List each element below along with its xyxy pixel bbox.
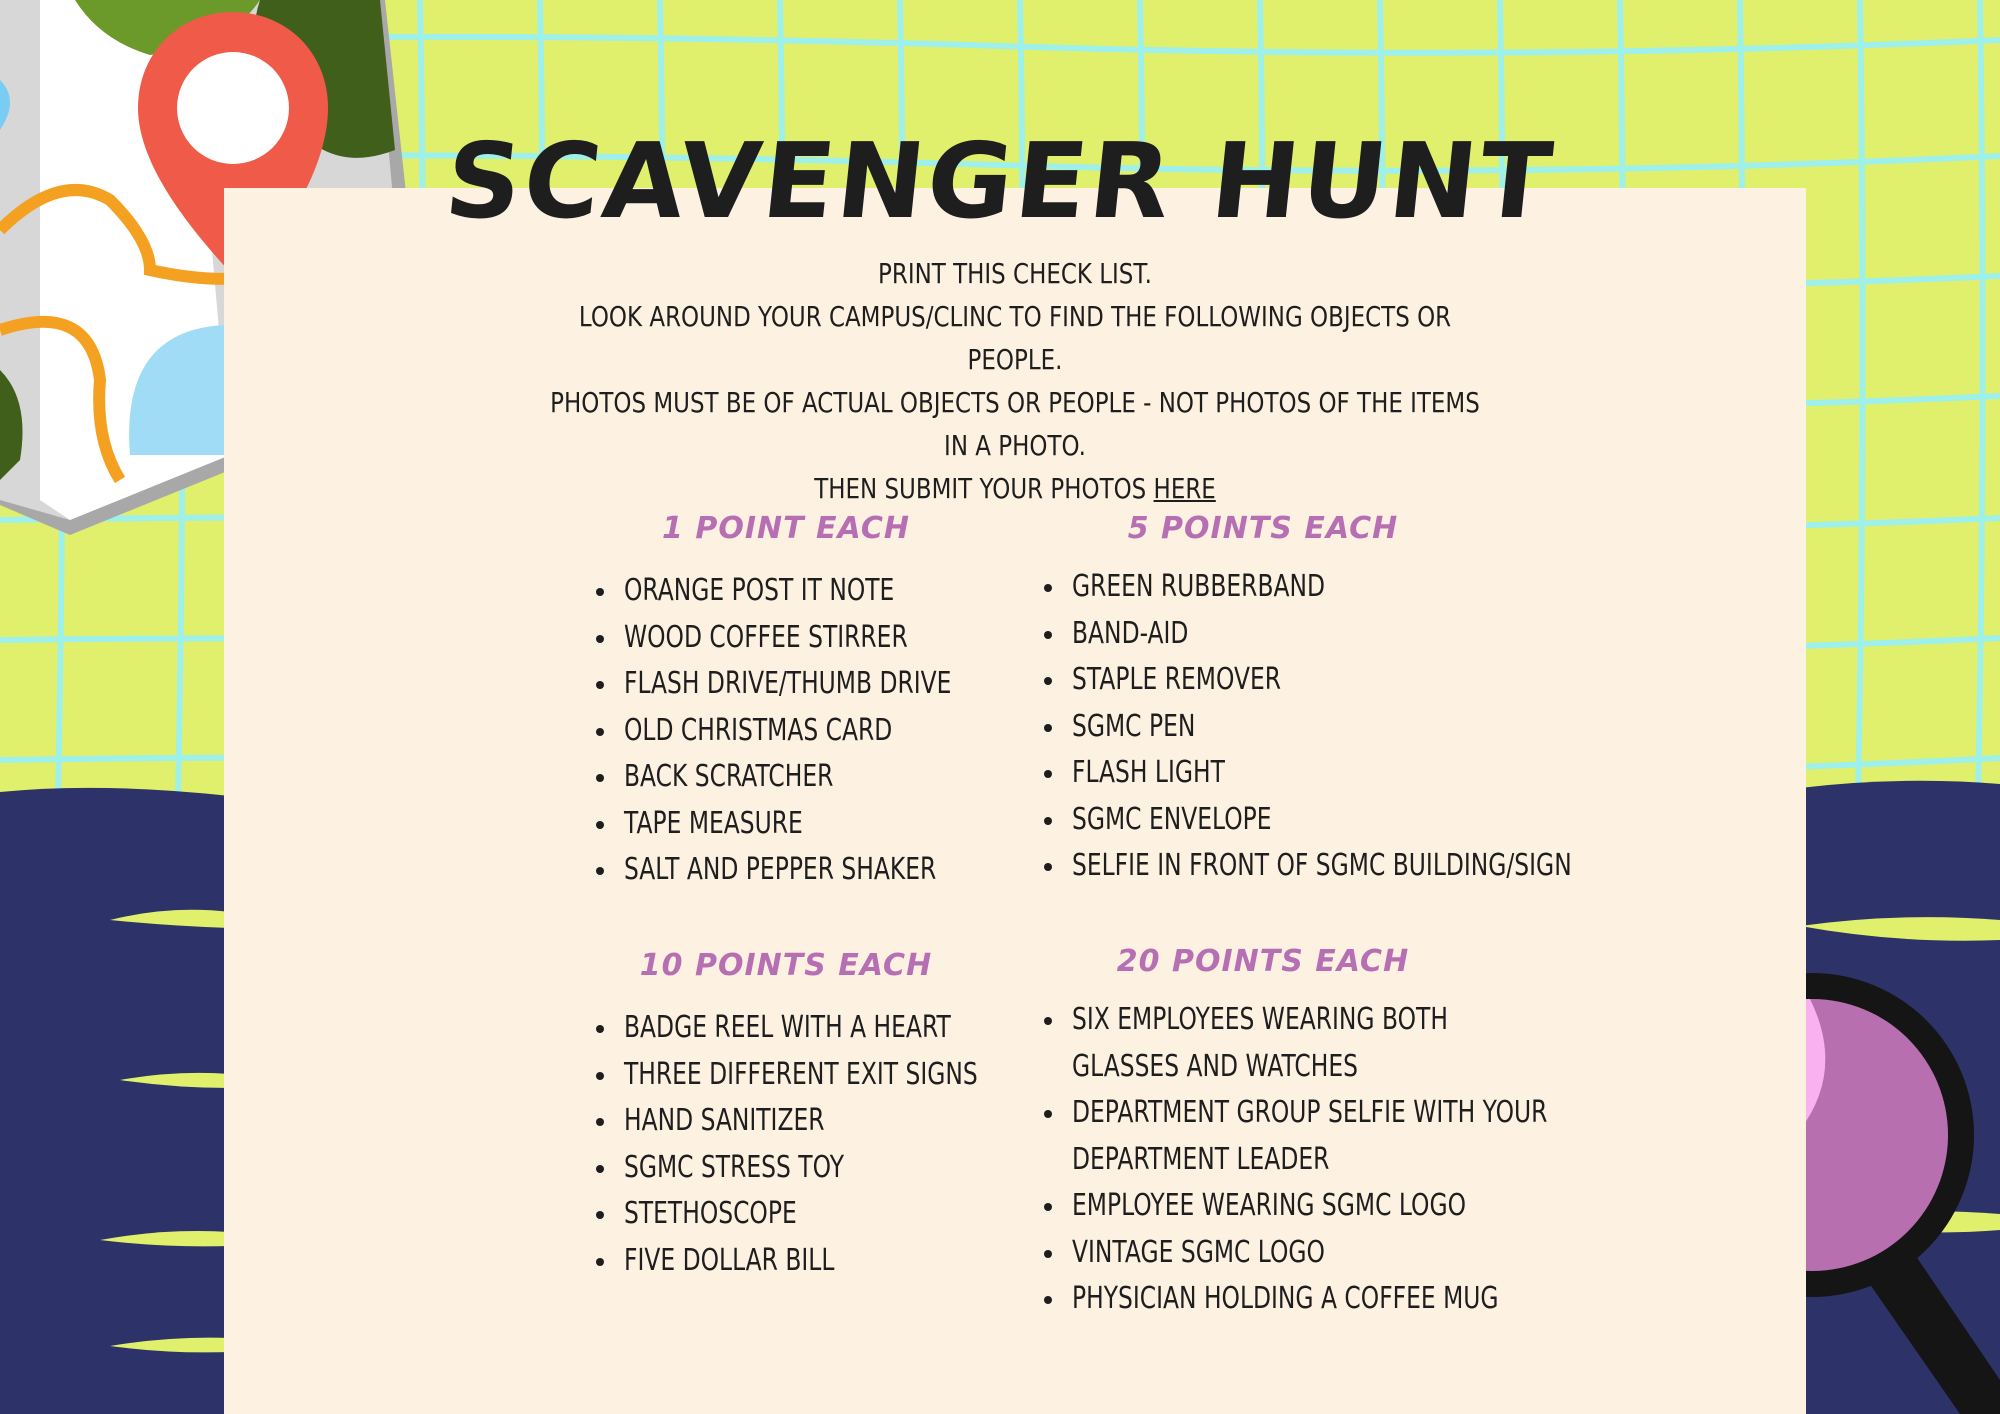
list-item: BADGE REEL WITH A HEART	[590, 1005, 1130, 1052]
left-wave-block	[0, 788, 230, 1414]
list-item: FLASH DRIVE/THUMB DRIVE	[590, 661, 1130, 708]
submit-text: THEN SUBMIT YOUR PHOTOS	[814, 472, 1147, 505]
section-heading: 1 POINT EACH	[662, 511, 910, 546]
list-item: FLASH LIGHT	[1038, 750, 1578, 797]
instruction-line: PHOTOS MUST BE OF ACTUAL OBJECTS OR PEOPLE - NOT PHOTOS OF THE ITEMS IN A PHOTO.	[550, 386, 1480, 462]
list-item: HAND SANITIZER	[590, 1098, 1130, 1145]
list-item: TAPE MEASURE	[590, 801, 1130, 848]
list-item: BAND-AID	[1038, 611, 1578, 658]
list-item: OLD CHRISTMAS CARD	[590, 708, 1130, 755]
list-item: DEPARTMENT GROUP SELFIE WITH YOUR DEPARTMENT LEADER	[1038, 1090, 1578, 1183]
instruction-line	[544, 467, 1487, 510]
section-20-points	[1038, 944, 1578, 1323]
instruction-line: PRINT THIS CHECK LIST.	[878, 257, 1152, 290]
list-item: SALT AND PEPPER SHAKER	[590, 847, 1130, 894]
submit-photos-link[interactable]: HERE	[1153, 472, 1216, 505]
page-title: SCAVENGER HUNT	[439, 120, 1561, 242]
list-item: ORANGE POST IT NOTE	[590, 568, 1130, 615]
list-item: VINTAGE SGMC LOGO	[1038, 1230, 1578, 1277]
section-heading: 5 POINTS EACH	[1127, 511, 1399, 546]
section-5-points	[1038, 511, 1578, 890]
list-item: FIVE DOLLAR BILL	[590, 1238, 1130, 1285]
list-item: SGMC STRESS TOY	[590, 1145, 1130, 1192]
section-heading: 20 POINTS EACH	[1116, 944, 1410, 979]
list-item: WOOD COFFEE STIRRER	[590, 615, 1130, 662]
list-item: GREEN RUBBERBAND	[1038, 564, 1578, 611]
section-heading: 10 POINTS EACH	[639, 948, 933, 983]
list-item: THREE DIFFERENT EXIT SIGNS	[590, 1052, 1130, 1099]
item-list	[1038, 997, 1578, 1323]
list-item: STAPLE REMOVER	[1038, 657, 1578, 704]
list-item: SGMC PEN	[1038, 704, 1578, 751]
list-item: BACK SCRATCHER	[590, 754, 1130, 801]
list-item: SELFIE IN FRONT OF SGMC BUILDING/SIGN	[1038, 843, 1578, 890]
list-item: SIX EMPLOYEES WEARING BOTH GLASSES AND WATCHES	[1038, 997, 1578, 1090]
instruction-line: LOOK AROUND YOUR CAMPUS/CLINC TO FIND THE FOLLOWING OBJECTS OR PEOPLE.	[578, 300, 1452, 376]
list-item: EMPLOYEE WEARING SGMC LOGO	[1038, 1183, 1578, 1230]
instructions	[440, 252, 1590, 510]
list-item: SGMC ENVELOPE	[1038, 797, 1578, 844]
list-item: STETHOSCOPE	[590, 1191, 1130, 1238]
list-item: PHYSICIAN HOLDING A COFFEE MUG	[1038, 1276, 1578, 1323]
item-list	[1038, 564, 1578, 890]
